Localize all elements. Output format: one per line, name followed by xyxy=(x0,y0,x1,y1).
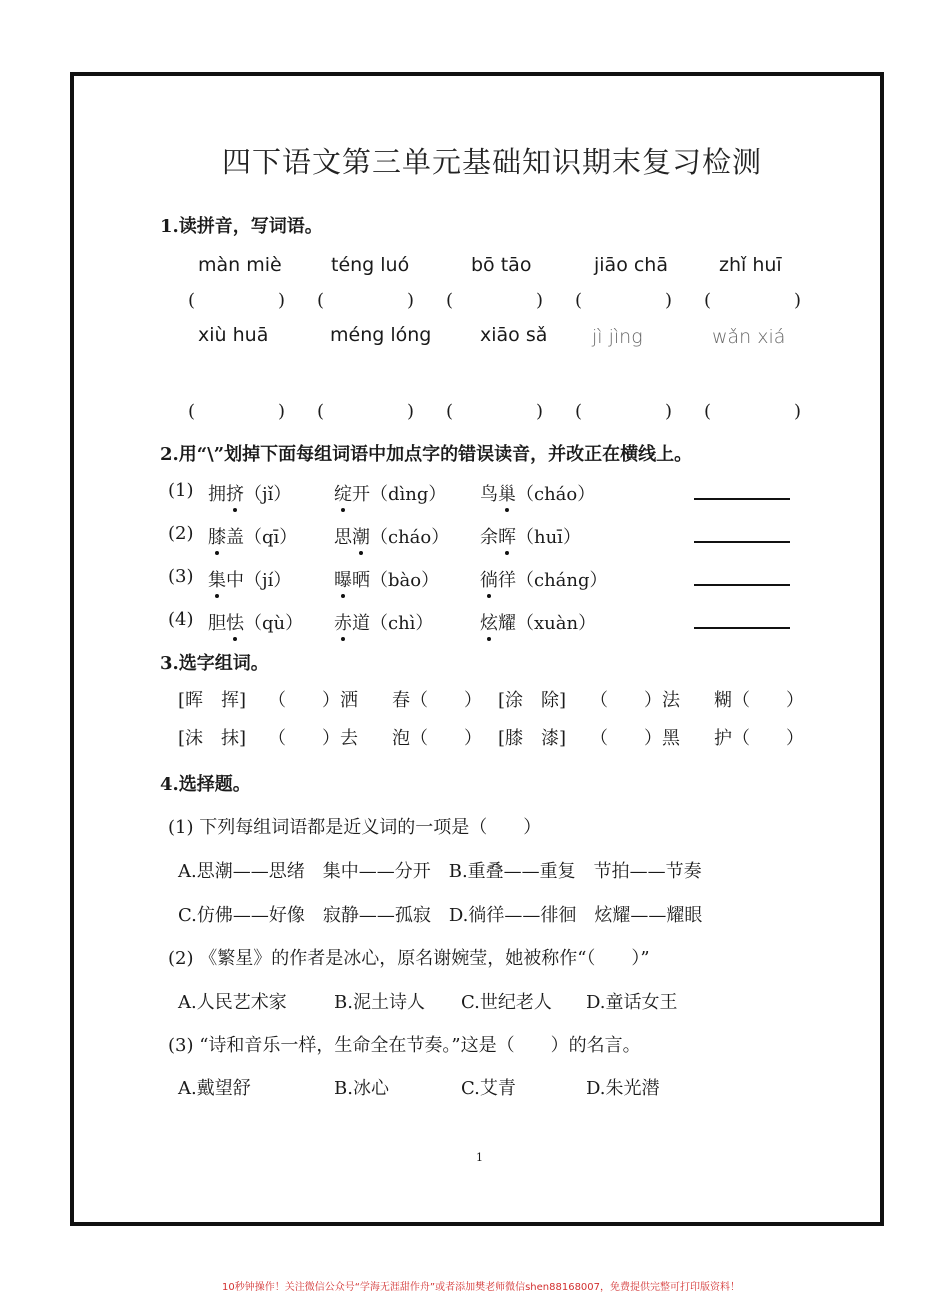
option[interactable]: B.冰心 xyxy=(334,1078,389,1099)
answer-paren-open: ( xyxy=(188,290,196,311)
q2-word: 集中（jí） xyxy=(208,566,291,592)
option[interactable]: C.世纪老人 xyxy=(461,992,552,1013)
option[interactable]: B.泥土诗人 xyxy=(334,992,425,1013)
option[interactable]: D.童话女王 xyxy=(586,992,678,1013)
fill-blank[interactable]: 糊（ ） xyxy=(714,690,804,711)
answer-paren-open: ( xyxy=(188,401,196,422)
answer-paren-close: ) xyxy=(407,290,415,311)
sub-question-2: (2) 《繁星》的作者是冰心，原名谢婉莹，她被称作“（ ）” xyxy=(168,948,650,969)
q2-item-number: (1) xyxy=(168,480,194,501)
q3-heading: 3.选字组词。 xyxy=(160,653,269,674)
q2-word: 拥挤（jǐ） xyxy=(208,480,291,506)
fill-blank[interactable]: 春（ ） xyxy=(392,690,482,711)
q2-item-number: (3) xyxy=(168,566,194,587)
char-choice-group: [晖 挥] xyxy=(178,690,247,711)
char-choice-group: [涂 除] xyxy=(498,690,567,711)
page-number: 1 xyxy=(476,1151,483,1164)
option[interactable]: A.人民艺术家 xyxy=(178,992,287,1013)
answer-paren-close: ) xyxy=(794,290,802,311)
answer-paren-close: ) xyxy=(278,290,286,311)
page-title: 四下语文第三单元基础知识期末复习检测 xyxy=(222,145,763,179)
pinyin-8: xiāo sǎ xyxy=(480,324,548,346)
q2-word: 徜徉（cháng） xyxy=(480,566,608,592)
answer-line[interactable] xyxy=(694,584,790,586)
answer-paren-close: ) xyxy=(278,401,286,422)
pinyin-5: zhǐ huī xyxy=(719,254,782,276)
answer-paren-close: ) xyxy=(665,290,673,311)
q2-item-number: (4) xyxy=(168,609,194,630)
answer-paren-open: ( xyxy=(704,401,712,422)
q2-word: 曝晒（bào） xyxy=(334,566,439,592)
answer-line[interactable] xyxy=(694,498,790,500)
fill-blank[interactable]: （ ）洒 xyxy=(268,690,358,711)
q2-word: 赤道（chì） xyxy=(334,609,433,635)
pinyin-7: méng lóng xyxy=(330,324,432,346)
pinyin-10: wǎn xiá xyxy=(712,326,786,348)
answer-paren-open: ( xyxy=(575,290,583,311)
q2-word: 炫耀（xuàn） xyxy=(480,609,596,635)
option[interactable]: D.朱光潜 xyxy=(586,1078,660,1099)
pinyin-2: téng luó xyxy=(331,254,410,276)
fill-blank[interactable]: （ ）去 xyxy=(268,728,358,749)
answer-paren-close: ) xyxy=(407,401,415,422)
pinyin-4: jiāo chā xyxy=(594,254,668,276)
sub-question-3: (3) “诗和音乐一样，生命全在节奏。”这是（ ）的名言。 xyxy=(168,1035,641,1056)
answer-paren-open: ( xyxy=(704,290,712,311)
footer-notice: 10秒钟操作！关注微信公众号“学海无涯甜作舟”或者添加樊老师微信shen88168007，免费提供完整可打印版资料！ xyxy=(222,1282,741,1293)
q2-word: 余晖（huī） xyxy=(480,523,581,549)
q4-heading: 4.选择题。 xyxy=(160,774,251,795)
char-choice-group: [膝 漆] xyxy=(498,728,567,749)
answer-paren-open: ( xyxy=(446,401,454,422)
options-line: C.仿佛——好像 寂静——孤寂 D.徜徉——徘徊 炫耀——耀眼 xyxy=(178,905,703,926)
fill-blank[interactable]: 泡（ ） xyxy=(392,728,482,749)
fill-blank[interactable]: （ ）法 xyxy=(590,690,680,711)
answer-line[interactable] xyxy=(694,627,790,629)
answer-paren-open: ( xyxy=(575,401,583,422)
q2-word: 膝盖（qī） xyxy=(208,523,297,549)
options-line: A.思潮——思绪 集中——分开 B.重叠——重复 节拍——节奏 xyxy=(178,861,702,882)
q2-heading: 2.用“\”划掉下面每组词语中加点字的错误读音，并改正在横线上。 xyxy=(160,444,693,465)
q2-word: 胆怯（qù） xyxy=(208,609,303,635)
pinyin-6: xiù huā xyxy=(198,324,269,346)
q2-word: 思潮（cháo） xyxy=(334,523,449,549)
sub-question-1: (1) 下列每组词语都是近义词的一项是（ ） xyxy=(168,817,542,838)
answer-paren-open: ( xyxy=(317,290,325,311)
q1-heading: 1.读拼音，写词语。 xyxy=(160,216,323,237)
q2-word: 鸟巢（cháo） xyxy=(480,480,595,506)
option[interactable]: A.戴望舒 xyxy=(178,1078,251,1099)
answer-paren-close: ) xyxy=(536,401,544,422)
pinyin-9: jì jìng xyxy=(592,326,643,348)
answer-paren-close: ) xyxy=(536,290,544,311)
pinyin-3: bō tāo xyxy=(471,254,532,276)
pinyin-1: màn miè xyxy=(198,254,282,276)
q2-word: 绽开（dìng） xyxy=(334,480,446,506)
char-choice-group: [沫 抹] xyxy=(178,728,247,749)
answer-paren-close: ) xyxy=(665,401,673,422)
fill-blank[interactable]: 护（ ） xyxy=(714,728,804,749)
answer-paren-close: ) xyxy=(794,401,802,422)
answer-paren-open: ( xyxy=(317,401,325,422)
answer-paren-open: ( xyxy=(446,290,454,311)
q2-item-number: (2) xyxy=(168,523,194,544)
option[interactable]: C.艾青 xyxy=(461,1078,516,1099)
fill-blank[interactable]: （ ）黑 xyxy=(590,728,680,749)
answer-line[interactable] xyxy=(694,541,790,543)
